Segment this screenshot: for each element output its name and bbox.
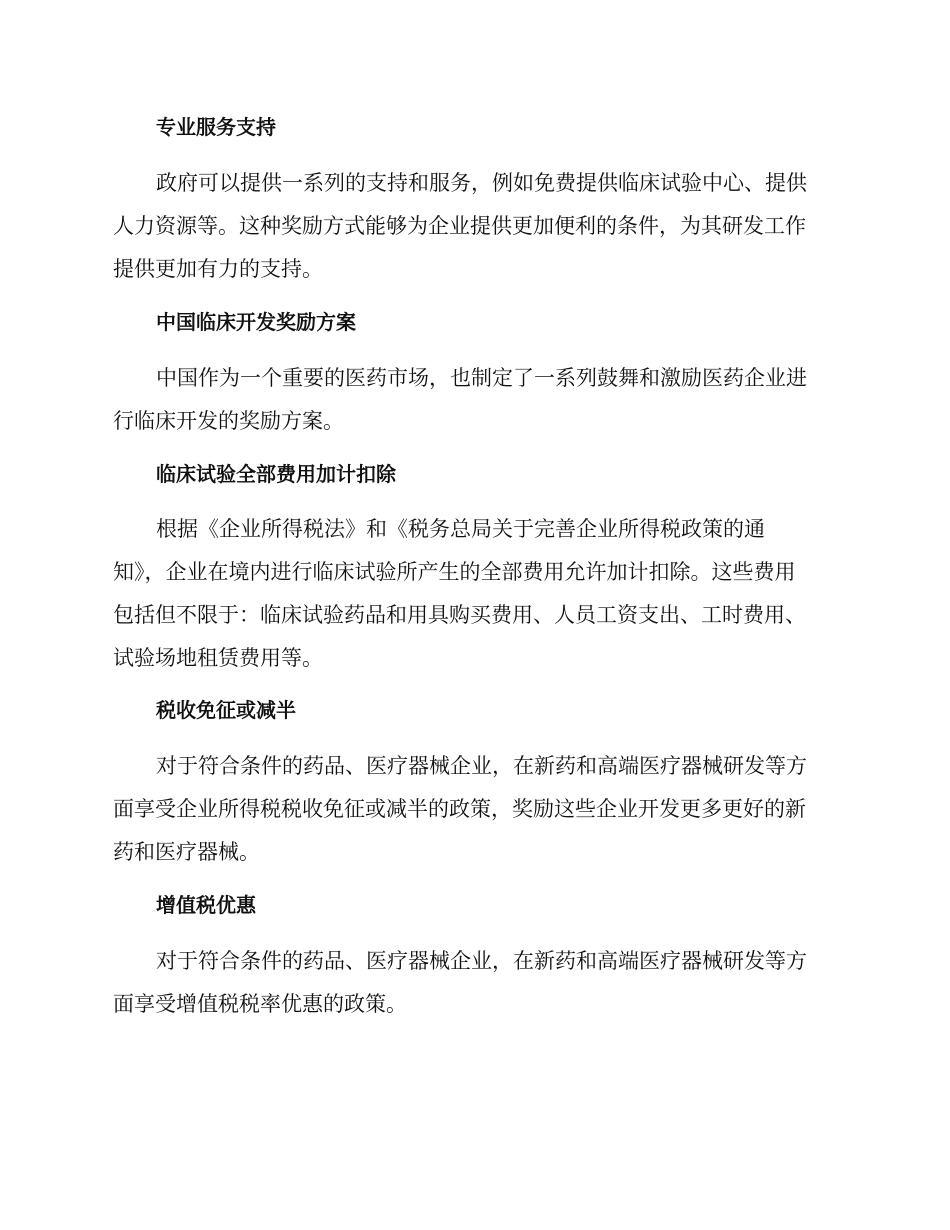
paragraph-line: 提供更加有力的支持。 [113,257,323,281]
paragraph-line: 政府可以提供一系列的支持和服务，例如免费提供临床试验中心、提供 [156,171,807,195]
paragraph-line: 面享受增值税税率优惠的政策。 [113,992,407,1016]
paragraph-line: 行临床开发的奖励方案。 [113,409,344,433]
section-heading-clinical-cost-deduction: 临床试验全部费用加计扣除 [156,462,396,486]
section-paragraph-china-clinical-incentives [113,357,833,443]
paragraph-line: 药和医疗器械。 [113,840,260,864]
section-heading-vat-incentive: 增值税优惠 [156,893,256,917]
section-paragraph-professional-service-support [113,162,833,291]
paragraph-line: 试验场地租赁费用等。 [113,646,323,670]
section-paragraph-clinical-cost-deduction [113,508,833,680]
section-heading-tax-exemption: 税收免征或减半 [156,698,296,722]
paragraph-line: 对于符合条件的药品、医疗器械企业，在新药和高端医疗器械研发等方 [156,949,807,973]
section-heading-china-clinical-incentives: 中国临床开发奖励方案 [156,310,356,334]
paragraph-line: 中国作为一个重要的医药市场，也制定了一系列鼓舞和激励医药企业进 [156,366,807,390]
section-paragraph-tax-exemption [113,745,833,874]
paragraph-line: 面享受企业所得税税收免征或减半的政策，奖励这些企业开发更多更好的新 [113,797,806,821]
paragraph-line: 知》，企业在境内进行临床试验所产生的全部费用允许加计扣除。这些费用 [113,560,796,584]
paragraph-line: 根据《企业所得税法》和《税务总局关于完善企业所得税政策的通 [156,517,765,541]
paragraph-line: 对于符合条件的药品、医疗器械企业，在新药和高端医疗器械研发等方 [156,754,807,778]
paragraph-line: 包括但不限于：临床试验药品和用具购买费用、人员工资支出、工时费用、 [113,603,806,627]
section-paragraph-vat-incentive [113,940,833,1026]
paragraph-line: 人力资源等。这种奖励方式能够为企业提供更加便利的条件，为其研发工作 [113,214,806,238]
section-heading-professional-service-support: 专业服务支持 [156,115,276,139]
